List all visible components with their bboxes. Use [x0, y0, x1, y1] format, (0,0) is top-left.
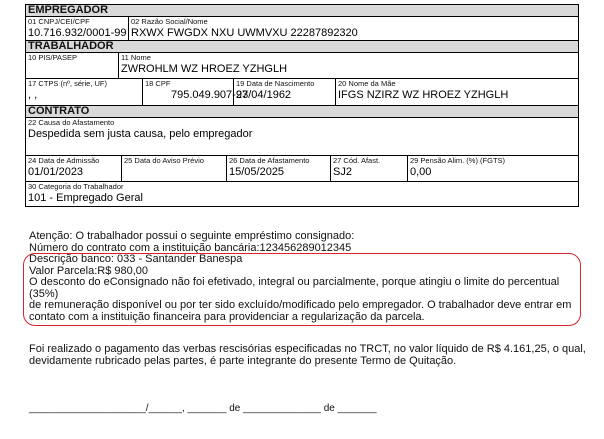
payment-line-2: devidamente rubricado pelas partes, é parte integrante do presente Termo de Quitação. — [29, 355, 457, 367]
cell-admissao — [26, 156, 122, 181]
ctps-label: 17 CTPS (nº, série, UF) — [28, 79, 108, 88]
trct-form-grid — [25, 4, 579, 207]
aviso-value — [122, 165, 226, 166]
pis-label: 10 PIS/PASEP — [28, 53, 78, 62]
notice-line-1: Atenção: O trabalhador possui o seguinte empréstimo consignado: — [29, 230, 355, 242]
cod-afast-label: 27 Cód. Afast. — [333, 156, 381, 165]
cell-aviso-previo — [122, 156, 227, 181]
pensao-value: 0,00 — [410, 166, 432, 178]
causa-value: Despedida sem justa causa, pelo empregador — [28, 128, 253, 140]
ctps-value: , , — [28, 89, 38, 101]
nome-mae-value: IFGS NZIRZ WZ HROEZ YZHGLH — [338, 89, 509, 101]
admissao-label: 24 Data de Admissão — [28, 156, 100, 165]
payment-statement — [29, 343, 589, 367]
nome-label: 11 Nome — [121, 53, 151, 62]
section-contrato: CONTRATO — [26, 106, 578, 118]
cpf-label: 18 CPF — [145, 79, 171, 88]
admissao-value: 01/01/2023 — [28, 166, 84, 178]
notice-line-4: Valor Parcela:R$ 980,00 — [29, 264, 149, 277]
nascimento-value: 23/04/1962 — [236, 89, 292, 101]
row-trabalhador-1 — [26, 53, 578, 79]
razao-value: RXWX FWGDX NXU UWMVXU 22287892320 — [131, 27, 358, 39]
cell-nome-mae — [336, 79, 578, 105]
razao-label: 02 Razão Social/Nome — [131, 17, 208, 26]
notice-line-6: de remuneração disponível ou por ter sido excluído/modificado pelo empregador. O trabalhador deve entrar em — [29, 299, 572, 311]
afastamento-value: 15/05/2025 — [229, 166, 285, 178]
cell-nome — [119, 53, 578, 78]
afastamento-label: 26 Data de Afastamento — [229, 156, 310, 165]
section-empregador: EMPREGADOR — [26, 5, 578, 17]
cell-categoria — [26, 182, 578, 206]
row-trabalhador-2 — [26, 79, 578, 106]
row-contrato-3 — [26, 182, 578, 206]
cell-pensao — [408, 156, 578, 181]
cnpj-value: 10.716.932/0001-99 — [28, 27, 127, 39]
pensao-label: 29 Pensão Alim. (%) (FGTS) — [410, 156, 506, 165]
cpf-value: 795.049.907-97 — [171, 89, 249, 101]
aviso-label: 25 Data do Aviso Prévio — [124, 156, 204, 165]
categoria-value: 101 - Empregado Geral — [28, 192, 143, 204]
cell-nascimento — [234, 79, 336, 105]
causa-label: 22 Causa do Afastamento — [28, 118, 115, 127]
cnpj-label: 01 CNPJ/CEI/CPF — [28, 17, 90, 26]
signature-date-line: _____________________/______, _______ de ______________ de _______ — [29, 403, 377, 414]
cell-data-afastamento — [227, 156, 331, 181]
nascimento-label: 19 Data de Nascimento — [236, 79, 315, 88]
cell-ctps — [26, 79, 143, 105]
section-trabalhador: TRABALHADOR — [26, 41, 578, 53]
cell-cpf — [143, 79, 249, 105]
cod-afast-value: SJ2 — [333, 166, 352, 178]
cell-cnpj — [26, 17, 129, 40]
row-empregador — [26, 17, 578, 41]
notice-line-3: Descrição banco: 033 - Santander Banespa — [29, 253, 243, 265]
notice-line-5: O desconto do eConsignado não foi efetivado, integral ou parcialmente, porque atingiu o limite do percentual (35%) — [29, 276, 560, 300]
highlight-box — [23, 253, 581, 326]
payment-line-1: Foi realizado o pagamento das verbas rescisórias especificadas no TRCT, no valor líquido de R$ 4.161,25, o qual, — [29, 343, 586, 355]
cell-pis — [26, 53, 119, 78]
categoria-label: 30 Categoria do Trabalhador — [28, 182, 124, 191]
notice-line-7: contato com a instituição financeira para providenciar a regularização da parcela. — [29, 310, 425, 323]
nome-mae-label: 20 Nome da Mãe — [338, 79, 396, 88]
notice-line-2: Número do contrato com a instituição bancária:123456289012345 — [29, 241, 352, 254]
nome-value: ZWROHLM WZ HROEZ YZHGLH — [121, 63, 288, 75]
row-contrato-2 — [26, 156, 578, 182]
row-contrato-1 — [26, 118, 578, 156]
cell-cod-afastamento — [331, 156, 408, 181]
pis-value — [26, 62, 118, 63]
cell-causa-afastamento — [26, 118, 578, 155]
cell-razao-social — [129, 17, 578, 40]
